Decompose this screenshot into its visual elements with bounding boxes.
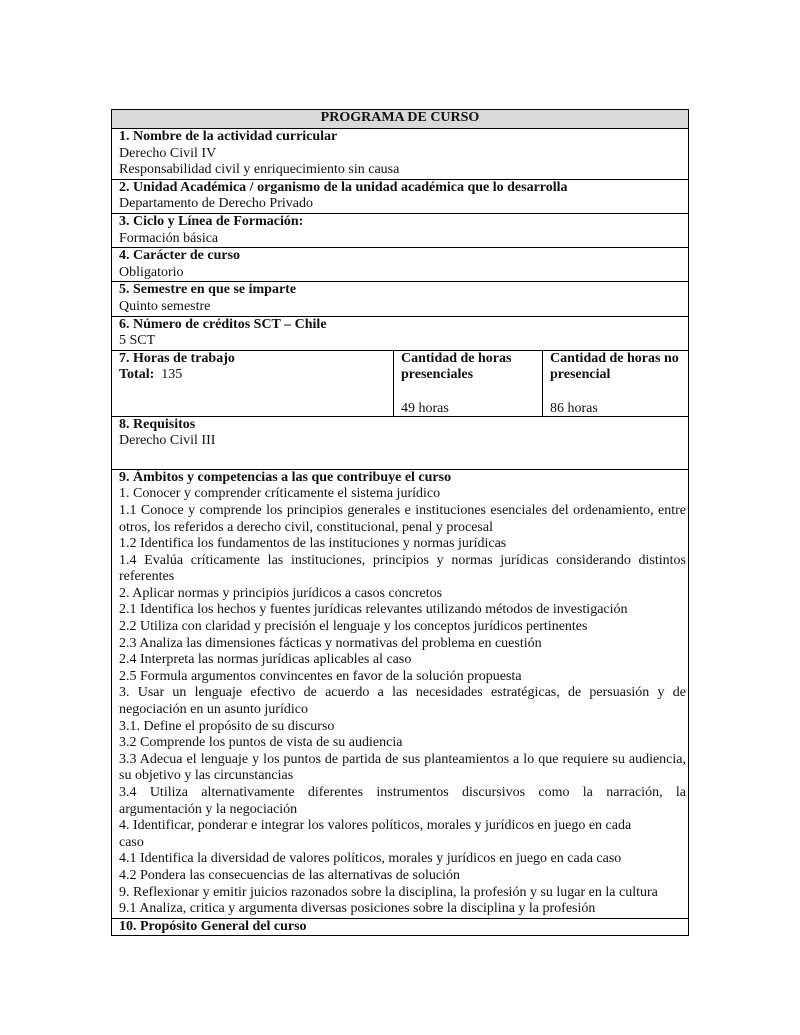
section-5-heading: 5. Semestre en que se imparte	[119, 282, 297, 298]
section-4-character	[112, 247, 688, 281]
section-8-requirements	[112, 416, 688, 469]
competency-line: 3.2 Comprende los puntos de vista de su audiencia	[119, 735, 403, 751]
competency-line: 4.2 Pondera las consecuencias de las alternativas de solución	[119, 867, 460, 883]
competency-line: 3.3 Adecua el lenguaje y los puntos de partida de sus planteamientos a lo que requiere su audiencia,	[119, 751, 686, 767]
section-6-heading: 6. Número de créditos SCT – Chile	[119, 316, 327, 332]
competency-line: 3.4 Utiliza alternativamente diferentes instrumentos discursivos como la narración, la	[119, 785, 686, 800]
non-presencial-label-line2: presencial	[550, 367, 611, 383]
competency-line: 4. Identificar, ponderar e integrar los valores políticos, morales y jurídicos en juego en cada	[119, 818, 632, 834]
section-2-heading: 2. Unidad Académica / organismo de la unidad académica que lo desarrolla	[119, 179, 568, 195]
non-presencial-hours-cell	[543, 351, 688, 416]
competency-line: 4.1 Identifica la diversidad de valores políticos, morales y jurídicos en juego en cada caso	[119, 851, 622, 867]
section-6-credits	[112, 316, 688, 350]
competency-line: 1. Conocer y comprender críticamente el sistema jurídico	[119, 486, 441, 502]
section-1-heading: 1. Nombre de la actividad curricular	[119, 129, 338, 144]
competency-line: argumentación y la negociación	[119, 801, 298, 817]
section-7-heading: 7. Horas de trabajo	[119, 350, 235, 366]
competency-line: 2.1 Identifica los hechos y fuentes jurídicas relevantes utilizando métodos de investigación	[119, 602, 628, 618]
section-8-heading: 8. Requisitos	[119, 416, 196, 432]
section-3-heading: 3. Ciclo y Línea de Formación:	[119, 213, 304, 229]
competency-line: 1.1 Conoce y comprende los principios generales e instituciones esenciales del ordenamiento, entre	[119, 502, 686, 518]
section-10-heading: 10. Propósito General del curso	[119, 918, 307, 934]
competency-line: 2.4 Interpreta las normas jurídicas aplicables al caso	[119, 652, 412, 668]
competency-line: 2.3 Analiza las dimensiones fácticas y normativas del problema en cuestión	[119, 635, 542, 651]
section-4-value: Obligatorio	[119, 264, 184, 280]
course-program-table	[111, 109, 689, 936]
section-5-semester	[112, 281, 688, 315]
section-4-heading: 4. Carácter de curso	[119, 248, 241, 264]
competency-line: 1.2 Identifica los fundamentos de las instituciones y normas jurídicas	[119, 536, 507, 552]
competency-line: su objetivo y las circunstancias	[119, 768, 294, 784]
section-3-value: Formación básica	[119, 230, 219, 246]
section-9-competencies	[112, 469, 688, 918]
competency-line: 3. Usar un lenguaje efectivo de acuerdo a las necesidades estratégicas, de persuasión y de	[119, 685, 686, 701]
non-presencial-value: 86 horas	[550, 400, 598, 416]
section-2-academic-unit	[112, 179, 688, 213]
competency-line: 2.5 Formula argumentos convincentes en favor de la solución propuesta	[119, 668, 522, 684]
presencial-label-line2: presenciales	[401, 367, 474, 383]
total-hours-cell	[112, 351, 394, 416]
document-title: PROGRAMA DE CURSO	[112, 110, 688, 128]
presencial-value: 49 horas	[401, 400, 449, 416]
total-label: Total:	[119, 367, 155, 383]
competency-line: referentes	[119, 569, 175, 585]
section-10-purpose	[112, 918, 688, 936]
presencial-label-line1: Cantidad de horas	[401, 350, 512, 366]
presencial-hours-cell	[394, 351, 543, 416]
section-3-cycle	[112, 213, 688, 247]
non-presencial-label-line1: Cantidad de horas no	[550, 350, 679, 366]
total-value: 135	[161, 367, 183, 383]
section-8-value: Derecho Civil III	[119, 433, 216, 449]
competency-line: 3.1. Define el propósito de su discurso	[119, 718, 335, 734]
total-hours	[119, 367, 391, 384]
section-9-heading: 9. Ámbitos y competencias a las que contribuye el curso	[119, 469, 452, 485]
section-1-course-subtitle: Responsabilidad civil y enriquecimiento sin causa	[119, 162, 400, 178]
section-2-value: Departamento de Derecho Privado	[119, 196, 313, 212]
competency-line: 9. Reflexionar y emitir juicios razonados sobre la disciplina, la profesión y su lugar en la cultura	[119, 884, 658, 900]
competency-line: 9.1 Analiza, critica y argumenta diversas posiciones sobre la disciplina y la profesión	[119, 901, 596, 917]
section-6-value: 5 SCT	[119, 333, 156, 349]
section-7-work-hours	[112, 350, 688, 416]
competency-line: 2.2 Utiliza con claridad y precisión el lenguaje y los conceptos jurídicos pertinentes	[119, 619, 588, 635]
section-1-course-name: Derecho Civil IV	[119, 145, 217, 161]
competency-line: negociación en un asunto jurídico	[119, 702, 308, 718]
competency-line: otros, los referidos a derecho civil, constitucional, penal y procesal	[119, 519, 493, 535]
competency-line: 2. Aplicar normas y principios jurídicos a casos concretos	[119, 585, 443, 601]
competency-line: 1.4 Evalúa críticamente las instituciones, principios y normas jurídicas considerando distintos	[119, 552, 686, 568]
section-1-activity-name	[112, 128, 688, 179]
section-5-value: Quinto semestre	[119, 298, 211, 314]
competency-line: caso	[119, 834, 144, 850]
